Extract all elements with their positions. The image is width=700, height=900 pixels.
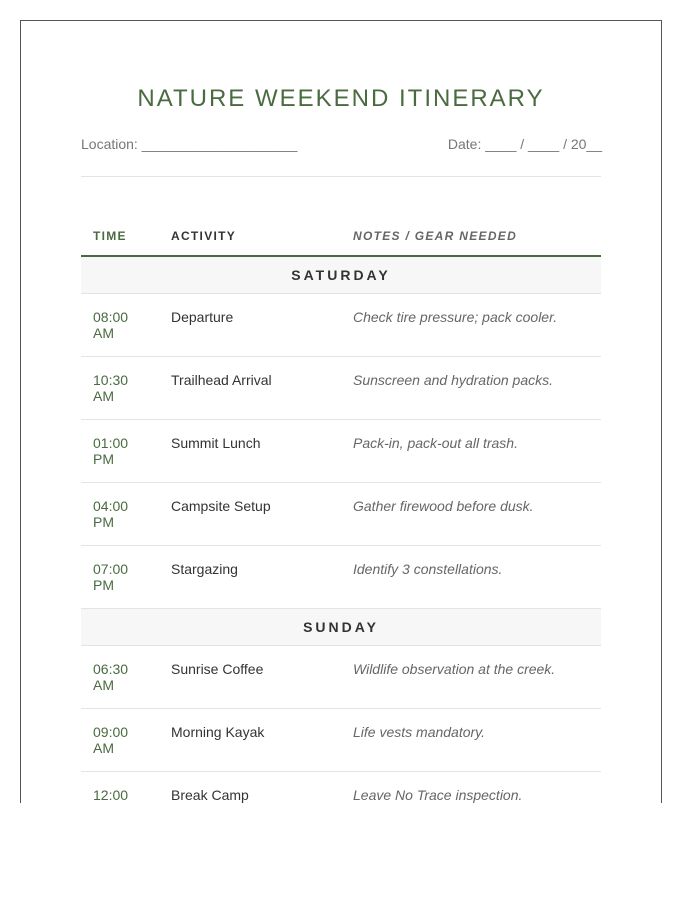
- notes-cell: Wildlife observation at the creek.: [353, 661, 556, 677]
- notes-cell: Pack-in, pack-out all trash.: [353, 435, 518, 451]
- activity-cell: Morning Kayak: [171, 724, 265, 740]
- activity-cell: Campsite Setup: [171, 498, 271, 514]
- notes-cell: Leave No Trace inspection.: [353, 787, 523, 803]
- time-cell: 09:00 AM: [93, 724, 129, 756]
- table-row: [81, 294, 601, 357]
- table-row: [81, 420, 601, 483]
- table-row: [81, 709, 601, 772]
- page-title: NATURE WEEKEND ITINERARY: [137, 85, 545, 112]
- time-cell: 04:00 PM: [93, 498, 129, 530]
- table-row: [81, 546, 601, 609]
- activity-cell: Break Camp: [171, 787, 249, 803]
- activity-cell: Departure: [171, 309, 234, 325]
- notes-cell: Gather firewood before dusk.: [353, 498, 534, 514]
- table-row: [81, 772, 601, 803]
- day-header-sunday: SUNDAY: [81, 609, 601, 646]
- column-header-time: TIME: [93, 229, 127, 243]
- time-cell: 07:00 PM: [93, 561, 129, 593]
- activity-cell: Trailhead Arrival: [171, 372, 272, 388]
- time-cell: 08:00 AM: [93, 309, 129, 341]
- notes-cell: Sunscreen and hydration packs.: [353, 372, 554, 388]
- column-header-notes: NOTES / GEAR NEEDED: [353, 229, 518, 243]
- time-cell: 12:00: [93, 787, 129, 803]
- table-row: [81, 357, 601, 420]
- table-row: [81, 483, 601, 546]
- location-field: Location: ____________________: [81, 136, 298, 152]
- itinerary-table: [81, 217, 601, 803]
- activity-cell: Summit Lunch: [171, 435, 261, 451]
- table-header: [81, 217, 601, 257]
- activity-cell: Sunrise Coffee: [171, 661, 264, 677]
- notes-cell: Check tire pressure; pack cooler.: [353, 309, 558, 325]
- activity-cell: Stargazing: [171, 561, 238, 577]
- table-row: [81, 646, 601, 709]
- notes-cell: Life vests mandatory.: [353, 724, 486, 740]
- itinerary-sheet: [20, 20, 662, 803]
- header-divider: [81, 176, 601, 177]
- date-field: Date: ____ / ____ / 20__: [447, 136, 602, 152]
- notes-cell: Identify 3 constellations.: [353, 561, 503, 577]
- day-header-saturday: SATURDAY: [81, 257, 601, 294]
- time-cell: 01:00 PM: [93, 435, 129, 467]
- column-header-activity: ACTIVITY: [171, 229, 237, 243]
- time-cell: 10:30 AM: [93, 372, 129, 404]
- time-cell: 06:30 AM: [93, 661, 129, 693]
